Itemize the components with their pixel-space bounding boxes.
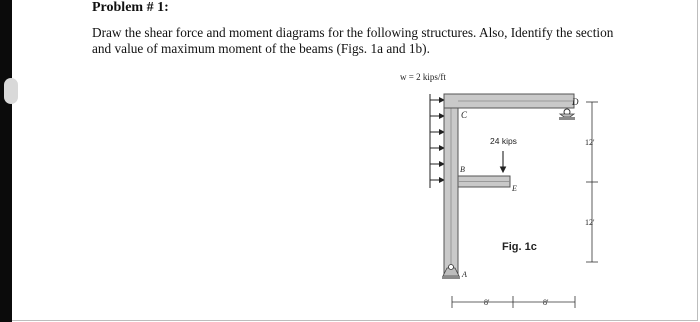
structure-figure [380, 65, 620, 317]
figure-caption: Fig. 1c [502, 241, 537, 253]
vertical-dimension [586, 102, 598, 262]
point-E-label: E [512, 184, 517, 193]
point-B-label: B [460, 165, 465, 174]
horizontal-dimension [452, 296, 575, 308]
distributed-load-label: w = 2 kips/ft [400, 72, 446, 82]
distributed-load-arrows [430, 94, 444, 188]
dimension-left-width: 8' [484, 298, 490, 307]
problem-title: Problem # 1: [92, 0, 169, 15]
column-A-C [444, 94, 458, 276]
dimension-right-width: 8' [543, 298, 549, 307]
top-beam-C-D [444, 94, 574, 108]
point-C-label: C [461, 110, 468, 120]
point-D-label: D [572, 97, 579, 107]
point-A-label: A [462, 270, 467, 279]
window-left-edge [0, 0, 12, 322]
dimension-upper-height: 12' [585, 138, 595, 147]
pin-support-D [559, 109, 575, 120]
point-load-label: 24 kips [490, 136, 517, 146]
cantilever-B-E [458, 176, 510, 187]
problem-instructions: Draw the shear force and moment diagrams for the following structures. Also, Identify the section and value of maximum moment of the beams (Figs. 1a and 1b). [92, 25, 614, 56]
dimension-lower-height: 12' [585, 218, 595, 227]
